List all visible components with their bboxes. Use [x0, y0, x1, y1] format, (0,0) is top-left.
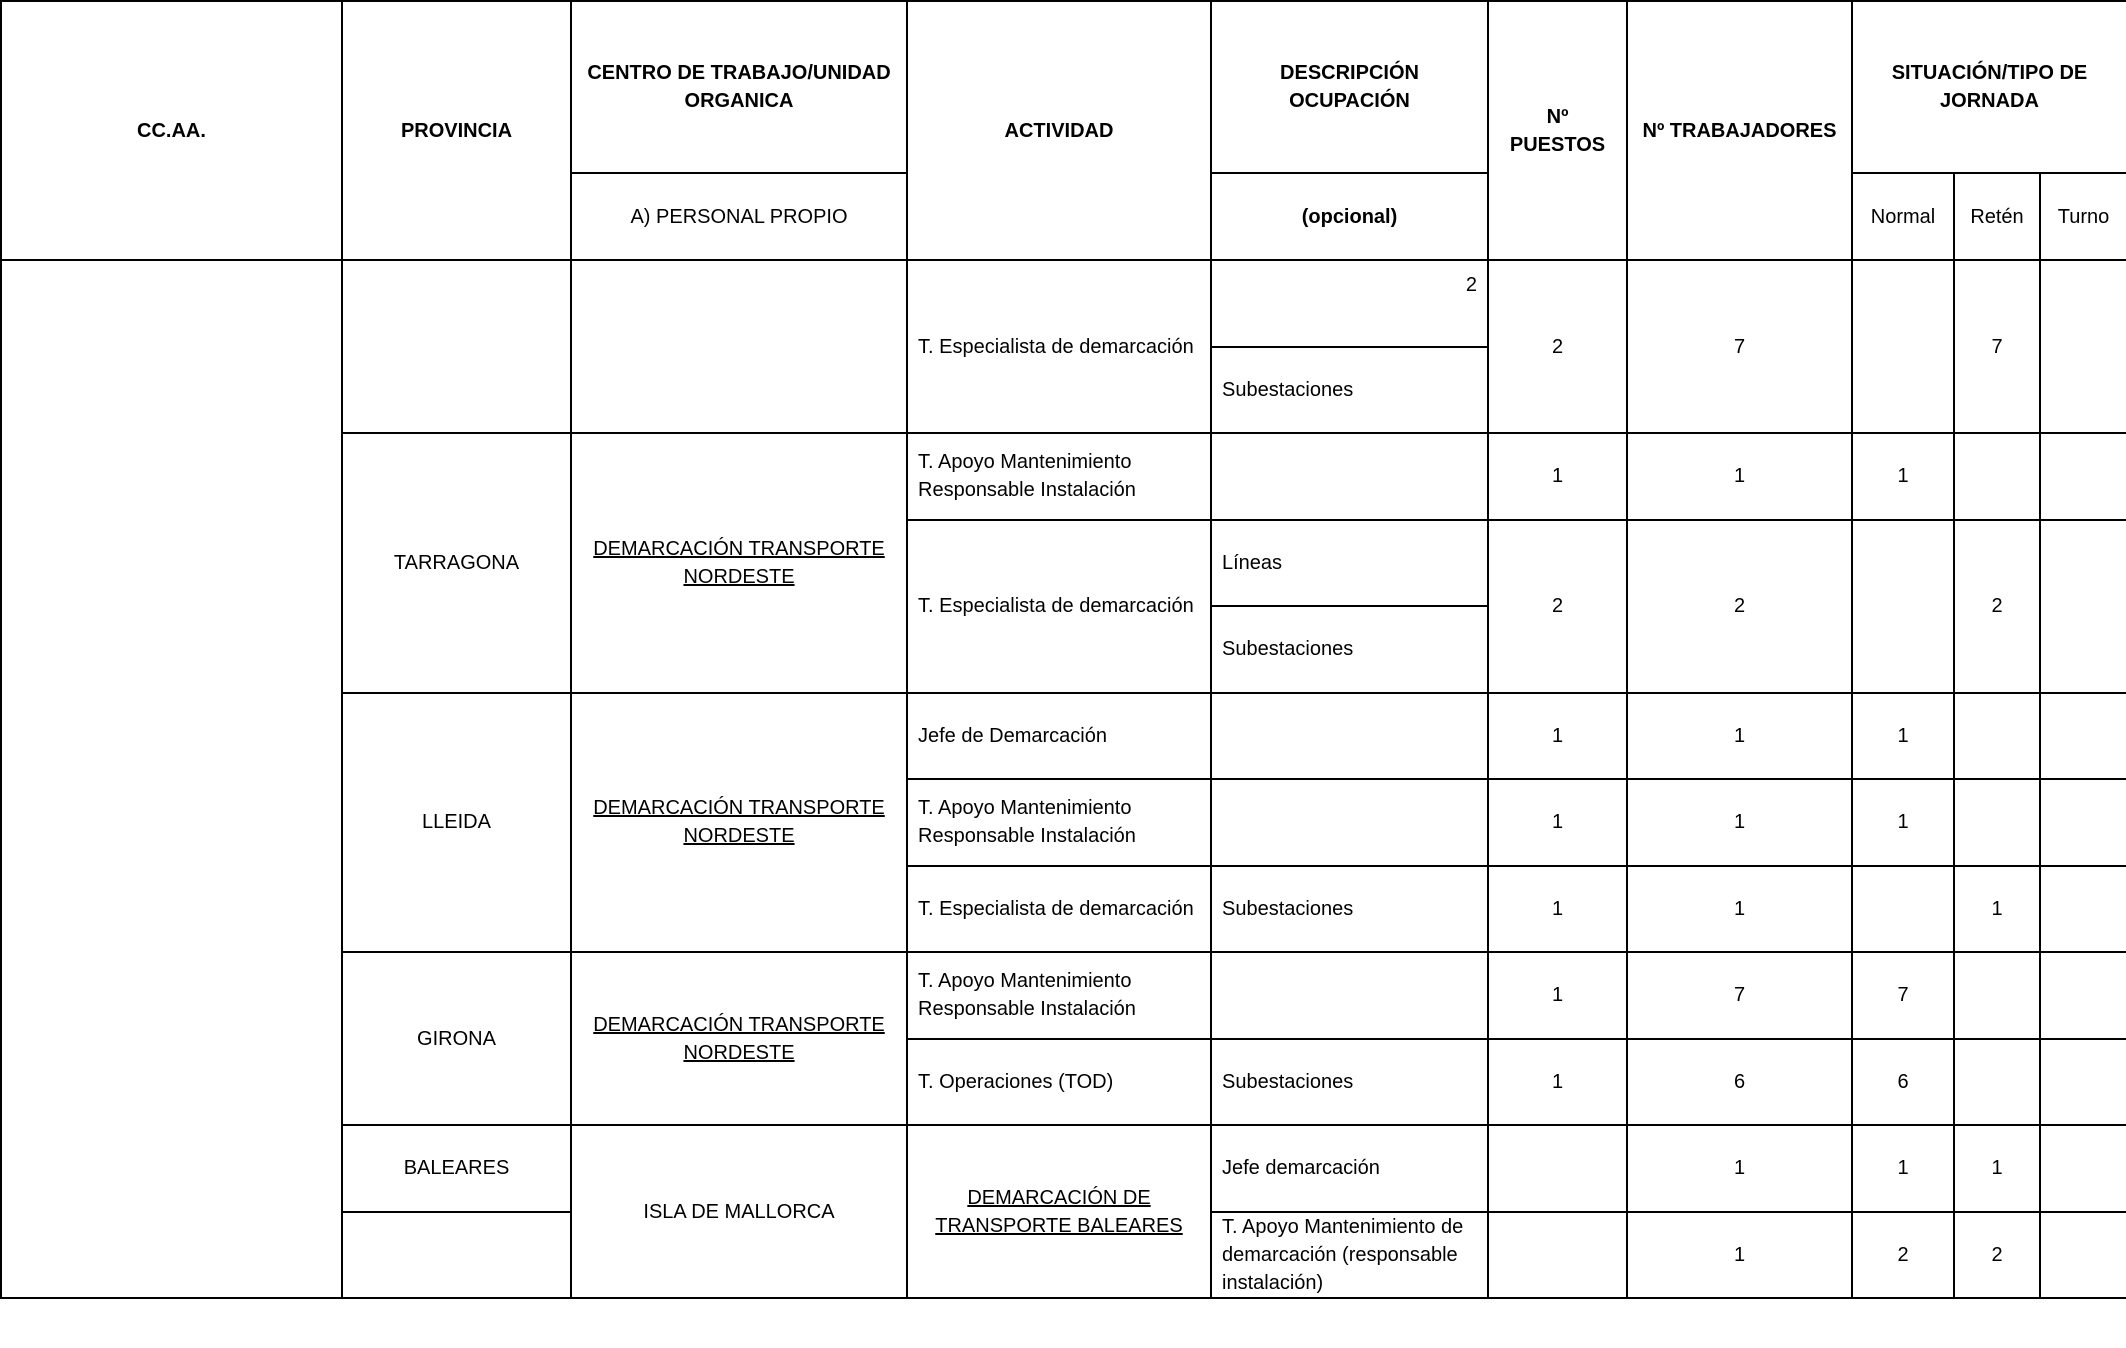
ccaa-cell-cataluna	[1, 260, 342, 1298]
reten-cell: 2	[1954, 520, 2040, 693]
header-situacion: SITUACIÓN/TIPO DE JORNADA	[1852, 1, 2126, 173]
actividad-cell: T. Especialista de demarcación	[907, 520, 1211, 693]
header-trabajadores: Nº TRABAJADORES	[1627, 1, 1852, 260]
centro-cell-continued	[571, 260, 907, 433]
descripcion-cell: 2	[1211, 260, 1488, 347]
trabajadores-cell: 1	[1852, 1125, 1954, 1212]
turno-cell	[2040, 693, 2126, 780]
centro-girona: DEMARCACIÓN TRANSPORTE NORDESTE	[571, 952, 907, 1125]
turno-cell	[2040, 260, 2126, 433]
actividad-cell: T. Operaciones (TOD)	[907, 1039, 1211, 1126]
trabajadores-cell: 1	[1627, 693, 1852, 780]
provincia-cell-continued	[342, 260, 571, 433]
puestos-cell: 2	[1488, 260, 1627, 433]
puestos-cell: 1	[1627, 1212, 1852, 1299]
descripcion-cell: Subestaciones	[1211, 866, 1488, 953]
provincia-tarragona: TARRAGONA	[342, 433, 571, 693]
trabajadores-cell: 1	[1627, 779, 1852, 866]
turno-cell	[2040, 952, 2126, 1039]
header-provincia: PROVINCIA	[342, 1, 571, 260]
puestos-cell: 1	[1488, 693, 1627, 780]
centro-tarragona: DEMARCACIÓN TRANSPORTE NORDESTE	[571, 433, 907, 693]
turno-cell	[2040, 779, 2126, 866]
actividad-cell: T. Especialista de demarcación	[907, 866, 1211, 953]
header-normal: Normal	[1852, 173, 1954, 260]
actividad-cell: Jefe demarcación	[1211, 1125, 1488, 1212]
normal-cell: 7	[1852, 952, 1954, 1039]
turno-cell	[2040, 433, 2126, 520]
header-centro: CENTRO DE TRABAJO/UNIDAD ORGANICA	[571, 1, 907, 173]
normal-cell	[1852, 520, 1954, 693]
provincia-girona: GIRONA	[342, 952, 571, 1125]
normal-cell: 2	[1954, 1212, 2040, 1299]
header-ccaa: CC.AA.	[1, 1, 342, 260]
header-actividad: ACTIVIDAD	[907, 1, 1211, 260]
actividad-cell: T. Especialista de demarcación	[907, 260, 1211, 433]
reten-cell	[2040, 1125, 2126, 1212]
turno-cell	[2040, 1039, 2126, 1126]
normal-cell: 1	[1852, 779, 1954, 866]
normal-cell	[1852, 260, 1954, 433]
header-reten: Retén	[1954, 173, 2040, 260]
actividad-cell: T. Apoyo Mantenimiento de demarcación (responsable instalación)	[1211, 1212, 1488, 1299]
header-opcional: (opcional)	[1211, 173, 1488, 260]
trabajadores-cell: 1	[1627, 433, 1852, 520]
actividad-cell: Jefe de Demarcación	[907, 693, 1211, 780]
trabajadores-cell: 2	[1627, 520, 1852, 693]
puestos-cell: 1	[1488, 779, 1627, 866]
puestos-cell: 1	[1488, 433, 1627, 520]
centro-lleida: DEMARCACIÓN TRANSPORTE NORDESTE	[571, 693, 907, 953]
actividad-cell: T. Apoyo Mantenimiento Responsable Instalación	[907, 779, 1211, 866]
descripcion-cell	[1211, 693, 1488, 780]
descripcion-cell: Subestaciones	[1211, 606, 1488, 693]
trabajadores-cell: 7	[1627, 952, 1852, 1039]
provincia-lleida: LLEIDA	[342, 693, 571, 953]
descripcion-cell	[1488, 1125, 1627, 1212]
descripcion-cell: Subestaciones	[1211, 347, 1488, 434]
puestos-cell: 1	[1488, 866, 1627, 953]
reten-cell	[1954, 693, 2040, 780]
descripcion-cell	[1211, 433, 1488, 520]
descripcion-cell	[1211, 779, 1488, 866]
reten-cell	[1954, 433, 2040, 520]
turno-cell	[2040, 520, 2126, 693]
reten-cell	[1954, 779, 2040, 866]
ccaa-baleares: BALEARES	[342, 1125, 571, 1212]
trabajadores-cell: 7	[1627, 260, 1852, 433]
normal-cell: 6	[1852, 1039, 1954, 1126]
reten-cell	[1954, 1039, 2040, 1126]
descripcion-cell	[1488, 1212, 1627, 1299]
header-personal-propio: A) PERSONAL PROPIO	[571, 173, 907, 260]
reten-cell	[2040, 1212, 2126, 1299]
actividad-cell: T. Apoyo Mantenimiento Responsable Instalación	[907, 433, 1211, 520]
actividad-cell: T. Apoyo Mantenimiento Responsable Instalación	[907, 952, 1211, 1039]
descripcion-cell: Líneas	[1211, 520, 1488, 607]
descripcion-cell: Subestaciones	[1211, 1039, 1488, 1126]
header-turno: Turno	[2040, 173, 2126, 260]
header-puestos: Nº PUESTOS	[1488, 1, 1627, 260]
normal-cell	[1852, 866, 1954, 953]
normal-cell: 1	[1852, 433, 1954, 520]
puestos-cell: 2	[1488, 520, 1627, 693]
puestos-cell: 1	[1488, 1039, 1627, 1126]
reten-cell: 7	[1954, 260, 2040, 433]
trabajadores-cell: 2	[1852, 1212, 1954, 1299]
descripcion-cell	[1211, 952, 1488, 1039]
reten-cell: 1	[1954, 866, 2040, 953]
turno-cell	[2040, 866, 2126, 953]
ccaa-cell-empty	[342, 1212, 571, 1299]
normal-cell: 1	[1852, 693, 1954, 780]
puestos-cell: 1	[1488, 952, 1627, 1039]
header-descripcion: DESCRIPCIÓN OCUPACIÓN	[1211, 1, 1488, 173]
reten-cell	[1954, 952, 2040, 1039]
normal-cell: 1	[1954, 1125, 2040, 1212]
puestos-cell: 1	[1627, 1125, 1852, 1212]
centro-mallorca: DEMARCACIÓN DE TRANSPORTE BALEARES	[907, 1125, 1211, 1298]
provincia-mallorca: ISLA DE MALLORCA	[571, 1125, 907, 1298]
trabajadores-cell: 6	[1627, 1039, 1852, 1126]
trabajadores-cell: 1	[1627, 866, 1852, 953]
